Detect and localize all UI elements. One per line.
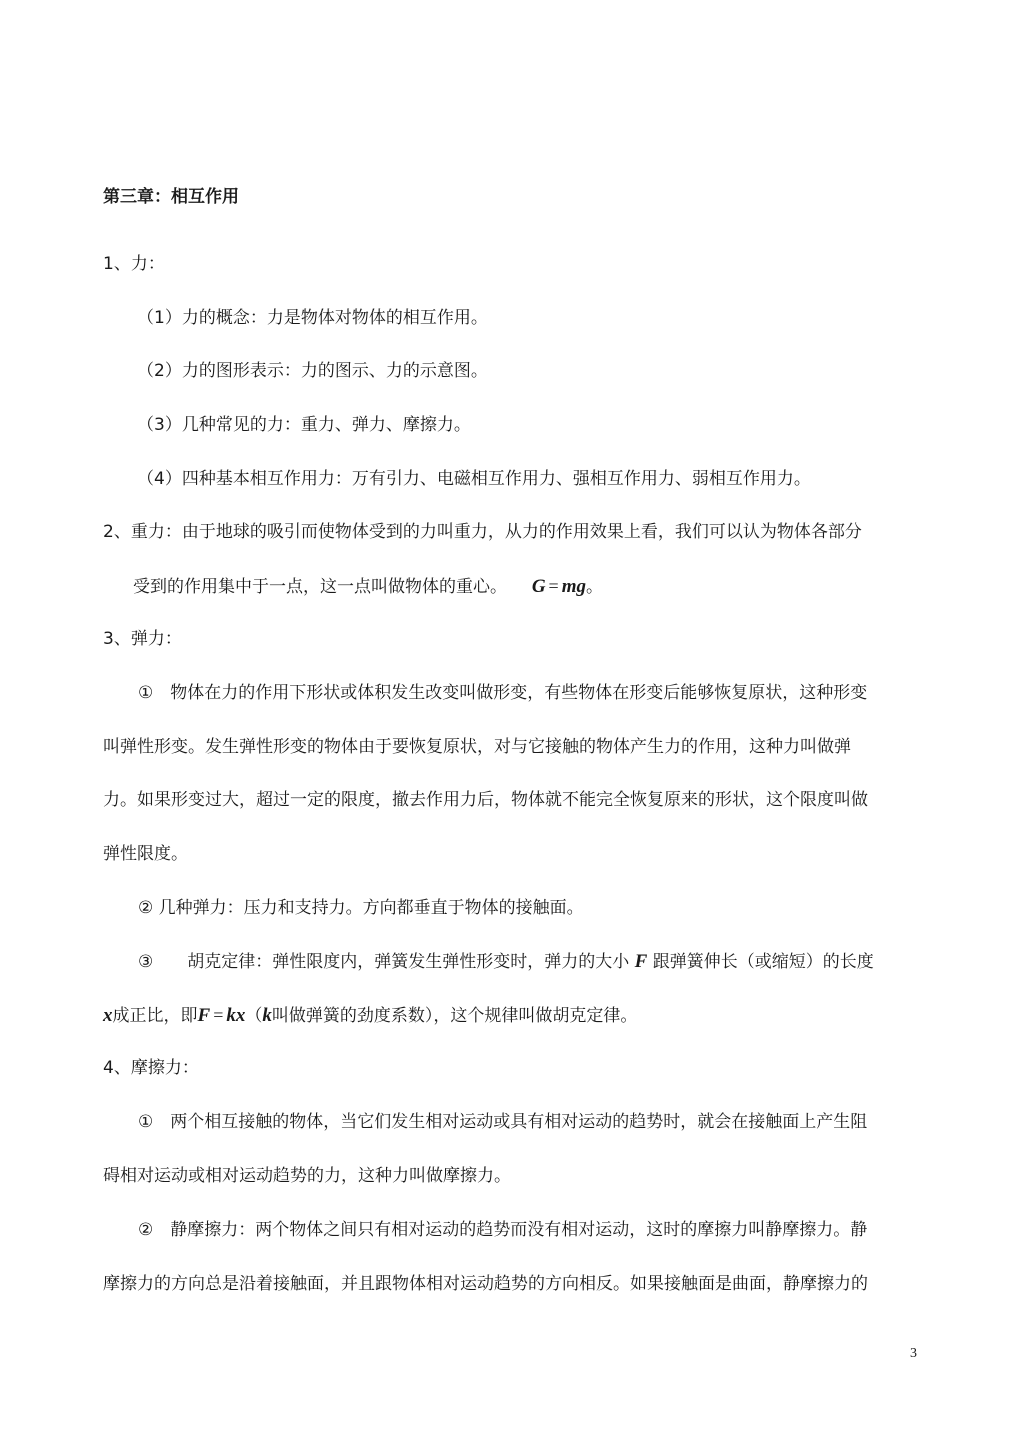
hooke-formula-rhs: kx bbox=[226, 1005, 246, 1026]
hooke-text-c: 成正比，即 bbox=[112, 1006, 198, 1026]
section-2-text: 受到的作用集中于一点，这一点叫做物体的重心。 bbox=[133, 577, 507, 597]
section-3-para-1-line-1: ① 物体在力的作用下形状或体积发生改变叫做形变，有些物体在形变后能够恢复原状，这种形变 bbox=[138, 683, 868, 703]
section-3-heading: 3、弹力： bbox=[103, 629, 182, 649]
hooke-x-symbol: x bbox=[103, 1005, 113, 1026]
section-1-heading: 1、力： bbox=[103, 254, 165, 274]
section-1-item-4: （4）四种基本相互作用力：万有引力、电磁相互作用力、强相互作用力、弱相互作用力。 bbox=[137, 469, 811, 489]
section-4-heading: 4、摩擦力： bbox=[103, 1058, 199, 1078]
gravity-formula-end: 。 bbox=[585, 577, 603, 597]
section-1-item-3: （3）几种常见的力：重力、弹力、摩擦力。 bbox=[137, 415, 471, 435]
section-4-para-1-line-1: ① 两个相互接触的物体，当它们发生相对运动或具有相对运动的趋势时，就会在接触面上产生阻 bbox=[138, 1112, 868, 1132]
page-number: 3 bbox=[910, 1346, 917, 1361]
section-3-para-2: ② 几种弹力：压力和支持力。方向都垂直于物体的接触面。 bbox=[138, 898, 584, 918]
section-1-item-1: （1）力的概念：力是物体对物体的相互作用。 bbox=[137, 308, 488, 328]
section-3-para-1-line-4: 弹性限度。 bbox=[103, 844, 188, 864]
section-4-para-1-line-2: 碍相对运动或相对运动趋势的力，这种力叫做摩擦力。 bbox=[103, 1166, 511, 1186]
section-1-item-2: （2）力的图形表示：力的图示、力的示意图。 bbox=[137, 361, 488, 381]
section-2-line-1: 2、重力：由于地球的吸引而使物体受到的力叫重力，从力的作用效果上看，我们可以认为物体各部分 bbox=[103, 522, 862, 542]
hooke-formula-equals: = bbox=[213, 1005, 224, 1025]
hooke-k-symbol: k bbox=[262, 1005, 272, 1026]
hooke-text-d: （ bbox=[245, 1006, 263, 1026]
hooke-formula-lhs: F bbox=[197, 1005, 211, 1026]
section-4-para-2-line-2: 摩擦力的方向总是沿着接触面，并且跟物体相对运动趋势的方向相反。如果接触面是曲面，静摩擦力的 bbox=[103, 1274, 868, 1294]
section-3-para-3-line-2 bbox=[103, 1003, 637, 1028]
hooke-force-symbol: F bbox=[634, 951, 648, 972]
section-2-line-2 bbox=[133, 574, 603, 599]
chapter-title: 第三章：相互作用 bbox=[103, 187, 239, 207]
hooke-text-a: ③ 胡克定律：弹性限度内，弹簧发生弹性形变时，弹力的大小 bbox=[138, 952, 630, 972]
gravity-formula-equals: = bbox=[548, 576, 559, 596]
section-3-para-1-line-3: 力。如果形变过大，超过一定的限度，撤去作用力后，物体就不能完全恢复原来的形状，这个限度叫做 bbox=[103, 790, 868, 810]
hooke-text-e: 叫做弹簧的劲度系数），这个规律叫做胡克定律。 bbox=[271, 1006, 638, 1026]
section-3-para-1-line-2: 叫弹性形变。发生弹性形变的物体由于要恢复原状，对与它接触的物体产生力的作用，这种力叫做弹 bbox=[103, 737, 851, 757]
gravity-formula-lhs: G bbox=[531, 576, 546, 597]
section-4-para-2-line-1: ② 静摩擦力：两个物体之间只有相对运动的趋势而没有相对运动，这时的摩擦力叫静摩擦力。静 bbox=[138, 1220, 868, 1240]
section-3-para-3-line-1 bbox=[138, 950, 874, 974]
gravity-formula-rhs: mg bbox=[561, 576, 586, 597]
hooke-text-b: 跟弹簧伸长（或缩短）的长度 bbox=[652, 952, 874, 972]
